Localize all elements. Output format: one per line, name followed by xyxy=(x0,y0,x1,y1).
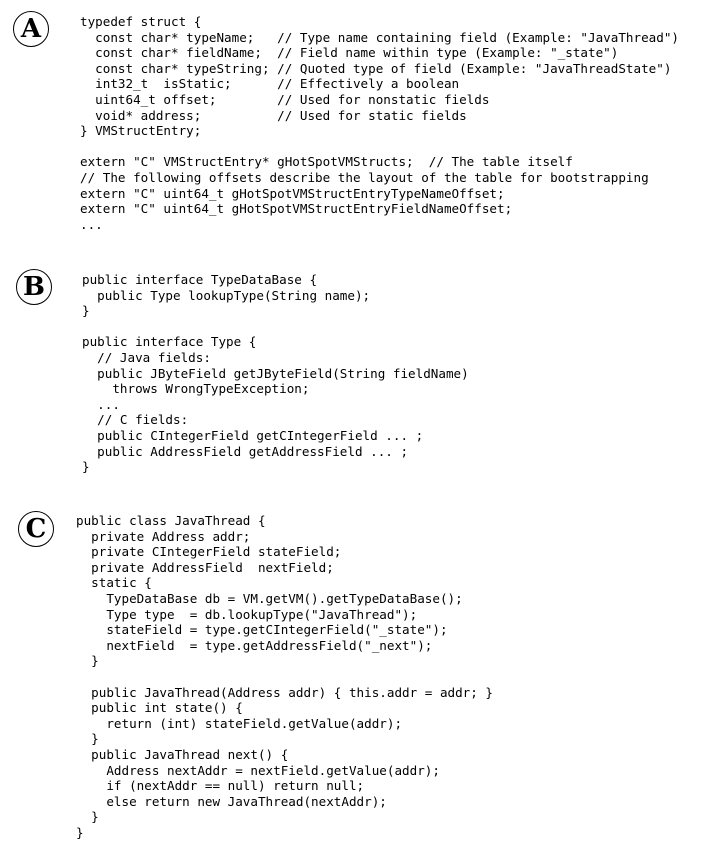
code-line xyxy=(80,139,679,155)
code-line: const char* typeString; // Quoted type of field (Example: "JavaThreadState") xyxy=(80,60,672,76)
code-line: extern "C" uint64_t gHotSpotVMStructEntryFieldNameOffset; xyxy=(80,201,513,217)
section-c-code xyxy=(76,513,493,840)
code-line: } xyxy=(76,653,99,669)
section-a-code xyxy=(80,14,679,232)
code-line: else return new JavaThread(nextAddr); xyxy=(76,793,387,809)
code-line: throws WrongTypeException; xyxy=(82,381,310,397)
code-line: } xyxy=(76,731,99,747)
code-line: ... xyxy=(82,396,120,412)
code-line: extern "C" VMStructEntry* gHotSpotVMStructs; // The table itself xyxy=(80,154,573,170)
code-line: private Address addr; xyxy=(76,528,251,544)
code-line: // C fields: xyxy=(82,412,189,428)
section-b-label: B xyxy=(16,269,52,305)
code-line: public Type lookupType(String name); xyxy=(82,287,371,303)
code-line: public JByteField getJByteField(String fieldName) xyxy=(82,365,469,381)
code-line: const char* fieldName; // Field name within type (Example: "_state") xyxy=(80,45,619,61)
code-line: const char* typeName; // Type name containing field (Example: "JavaThread") xyxy=(80,29,679,45)
code-line: private CIntegerField stateField; xyxy=(76,544,342,560)
section-c-label: C xyxy=(18,511,54,547)
code-line: public CIntegerField getCIntegerField ... ; xyxy=(82,427,424,443)
code-line: public class JavaThread { xyxy=(76,513,266,528)
section-a-label: A xyxy=(13,11,49,47)
code-line: } xyxy=(76,824,84,840)
code-line: } xyxy=(82,459,90,475)
code-line: private AddressField nextField; xyxy=(76,559,334,575)
code-line: void* address; // Used for static fields xyxy=(80,107,467,123)
code-line: ... xyxy=(80,216,103,232)
code-line: uint64_t offset; // Used for nonstatic fields xyxy=(80,91,490,107)
code-line: Type type = db.lookupType("JavaThread"); xyxy=(76,606,418,622)
code-line: } VMStructEntry; xyxy=(80,123,202,139)
code-line: TypeDataBase db = VM.getVM().getTypeDataBase(); xyxy=(76,590,463,606)
code-line: extern "C" uint64_t gHotSpotVMStructEntryTypeNameOffset; xyxy=(80,185,505,201)
code-line: public AddressField getAddressField ... ; xyxy=(82,443,409,459)
code-line: typedef struct { xyxy=(80,14,202,29)
code-line: // The following offsets describe the layout of the table for bootstrapping xyxy=(80,169,649,185)
code-line: // Java fields: xyxy=(82,349,211,365)
code-line: public interface Type { xyxy=(82,334,257,350)
code-line: static { xyxy=(76,575,152,591)
code-line: public JavaThread(Address addr) { this.addr = addr; } xyxy=(76,684,494,700)
code-line: return (int) stateField.getValue(addr); xyxy=(76,715,403,731)
code-line xyxy=(82,319,469,335)
code-line: Address nextAddr = nextField.getValue(addr); xyxy=(76,762,440,778)
code-line: } xyxy=(82,303,90,319)
code-line: int32_t isStatic; // Effectively a boolean xyxy=(80,76,460,92)
code-line: public interface TypeDataBase { xyxy=(82,272,318,287)
code-line: public int state() { xyxy=(76,700,243,716)
code-line xyxy=(76,669,493,685)
code-line: public JavaThread next() { xyxy=(76,746,289,762)
code-line: if (nextAddr == null) return null; xyxy=(76,778,365,794)
code-line: nextField = type.getAddressField("_next"); xyxy=(76,637,433,653)
section-b-code xyxy=(82,272,469,475)
code-line: stateField = type.getCIntegerField("_state"); xyxy=(76,622,448,638)
code-line: } xyxy=(76,809,99,825)
